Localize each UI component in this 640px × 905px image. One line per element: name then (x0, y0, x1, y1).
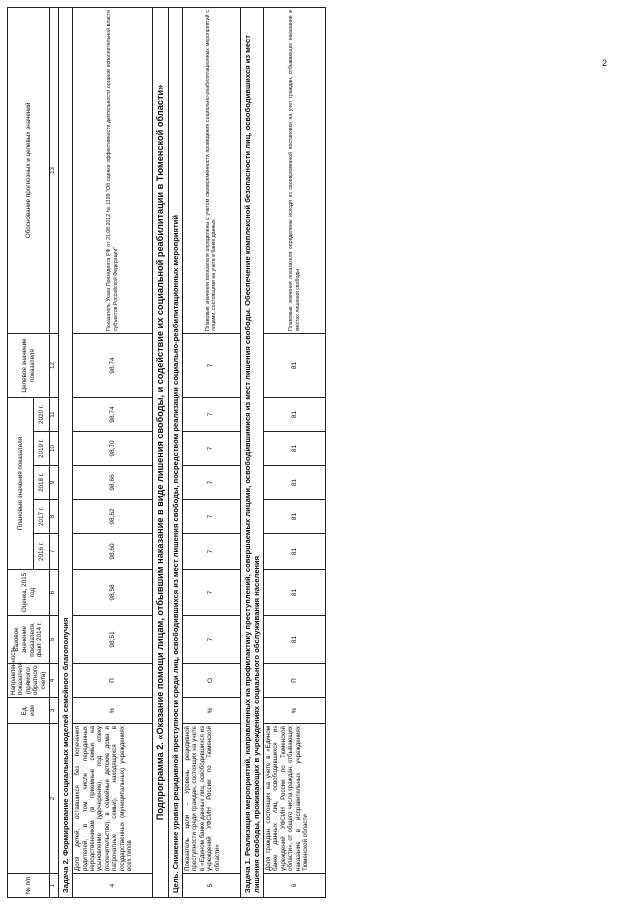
indicator-plan-value: 81 (264, 534, 326, 570)
column-number: 8 (50, 500, 59, 534)
column-number: 4 (50, 664, 59, 698)
header-estimate: Оценка, 2015 год (8, 570, 50, 616)
indicator-plan-value: 81 (264, 466, 326, 500)
header-planned: Плановые значения показателя (8, 397, 34, 569)
header-year: 2018 г. (34, 466, 50, 500)
header-name (8, 724, 50, 874)
indicator-unit: % (73, 698, 153, 724)
task-1-heading: Задача 1. Реализация мероприятий, направленных на профилактику преступлений, совершаемых лицами, освободившимися из мест лишения свободы. Обеспечение комплексной безопасности лиц, освободившихся из мест лишения свободы, проживающих в учреждениях социального обслуживания населения (240, 7, 263, 897)
indicator-basis: Плановые значения показателя определены исходя из своевременной постановки на учет граждан, отбывающих наказание в местах лишения свободы (264, 7, 326, 333)
indicator-row-4 (73, 7, 153, 897)
indicator-plan-value: 7 (182, 534, 240, 570)
header-basis: Обоснование прогнозных и целевых значений (8, 7, 50, 333)
column-number: 5 (50, 616, 59, 664)
task-1-row (240, 7, 263, 897)
indicator-plan-value: 98,74 (73, 397, 153, 431)
indicator-plan-value: 81 (264, 432, 326, 466)
indicator-plan-value: 98,62 (73, 500, 153, 534)
column-number-row (50, 7, 59, 897)
task-2-heading: Задача 2. Формирование социальных моделей семейного благополучия (59, 7, 73, 897)
column-number: 13 (50, 7, 59, 333)
indicator-plan-value: 81 (264, 500, 326, 534)
indicator-name: Доля граждан, состоящих на учете в «Едином банке данных лиц, освободившихся из учреждений УФСИН России по Тюменской области», от общего числа граждан, отбывающих наказание в исправительных учреждениях Тюменской области (264, 724, 326, 874)
indicator-row-6 (264, 7, 326, 897)
row-number: 5 (182, 874, 240, 898)
indicator-basis: Плановые значения показателя определены с учетом своевременности проведения социально-реабилитационных мероприятий с лицами, состоящими на учете в банке данных (182, 7, 240, 333)
row-number: 4 (73, 874, 153, 898)
indicator-unit: % (264, 698, 326, 724)
goal-heading: Цель. Снижение уровня рецидивной преступности среди лиц, освободившихся из мест лишения свободы, посредством реализации социально-реабилитационных мероприятий (168, 7, 182, 897)
indicators-table (7, 7, 326, 898)
header-year: 2019 г. (34, 432, 50, 466)
indicator-name: Показатель цели - Уровень рецидивной преступности среди граждан, состоящих на учете в «Едином банке данных лиц, освободившихся из учреждений УФСИН России по Тюменской области» (182, 724, 240, 874)
indicator-base: 81 (264, 616, 326, 664)
indicator-estimate: 81 (264, 570, 326, 616)
header-direction: Направленность показателя (прямого/обратного счета) (8, 664, 50, 698)
column-number: 7 (50, 534, 59, 570)
header-base: Базовое значение показателя, факт 2014 г. (8, 616, 50, 664)
task-2-row (59, 7, 73, 897)
header-num: № п/п (8, 874, 50, 898)
column-number: 3 (50, 698, 59, 724)
indicator-plan-value: 81 (264, 397, 326, 431)
header-year: 2020 г. (34, 397, 50, 431)
indicator-target: 98,74 (73, 333, 153, 397)
indicator-plan-value: 98,60 (73, 534, 153, 570)
indicator-estimate: 7 (182, 570, 240, 616)
column-number: 10 (50, 432, 59, 466)
column-number: 11 (50, 397, 59, 431)
indicator-plan-value: 98,66 (73, 466, 153, 500)
indicator-name: Доля детей, оставшихся без попечения родителей, в том числе переданных неродственникам (в приемные семьи, на усыновление (удочерение), под опеку (попечительство), в семейные детские дома и патронатные семьи), находящихся в государственных (муниципальных) учреждениях всех типов (73, 724, 153, 874)
indicator-direction: П (73, 664, 153, 698)
indicator-plan-value: 7 (182, 397, 240, 431)
indicator-unit: % (182, 698, 240, 724)
header-year: 2016 г. (34, 534, 50, 570)
column-number: 12 (50, 333, 59, 397)
header-unit: Ед. изм (8, 698, 50, 724)
indicator-row-5 (182, 7, 240, 897)
indicator-basis: Показатель Указа Президента РФ от 21.08.2012 № 1199 "Об оценке эффективности деятельности органов исполнительной власти субъектов Российской Федерации" (73, 7, 153, 333)
page-number: 2 (602, 58, 608, 68)
indicator-estimate: 98,58 (73, 570, 153, 616)
column-number: 6 (50, 570, 59, 616)
row-number: 6 (264, 874, 326, 898)
indicator-target: 7 (182, 333, 240, 397)
header-year: 2017 г. (34, 500, 50, 534)
indicator-base: 7 (182, 616, 240, 664)
indicator-plan-value: 7 (182, 500, 240, 534)
column-number: 9 (50, 466, 59, 500)
indicator-base: 98,51 (73, 616, 153, 664)
indicator-plan-value: 7 (182, 466, 240, 500)
header-target: Целевое значение показателя (8, 333, 50, 397)
indicator-target: 81 (264, 333, 326, 397)
header-row-1 (8, 7, 34, 897)
indicator-plan-value: 7 (182, 432, 240, 466)
column-number: 2 (50, 724, 59, 874)
indicator-plan-value: 98,70 (73, 432, 153, 466)
subprogram-row (153, 7, 169, 897)
indicator-direction: О (182, 664, 240, 698)
indicator-direction: П (264, 664, 326, 698)
column-number: 1 (50, 874, 59, 898)
rotated-table-page (7, 8, 612, 898)
subprogram-heading: Подпрограмма 2. «Оказание помощи лицам, отбывшим наказание в виде лишения свободы, и содействие их социальной реабилитации в Тюменской области» (153, 7, 169, 897)
goal-row (168, 7, 182, 897)
